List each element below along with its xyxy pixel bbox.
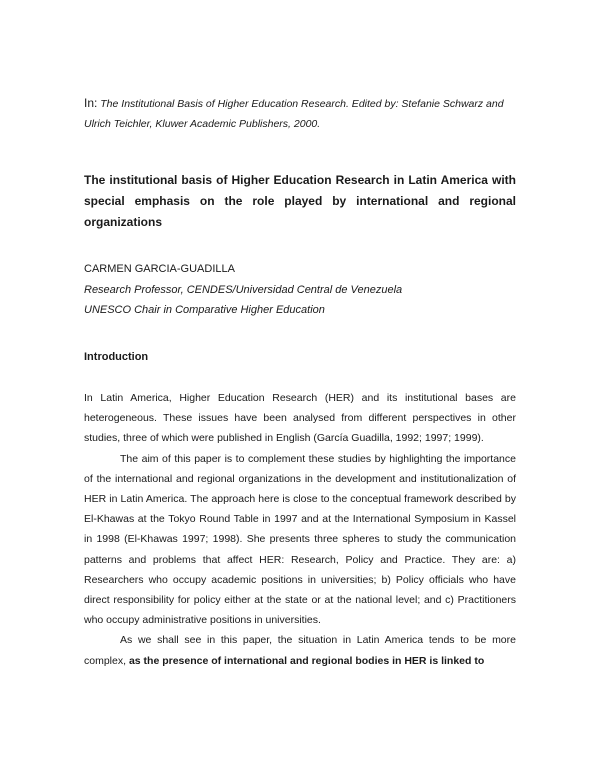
paper-title: The institutional basis of Higher Education Research in Latin America with special emphasis on the role played by international and regional organizations — [84, 173, 516, 229]
paragraph-2: The aim of this paper is to complement these studies by highlighting the importance of the international and regional organizations in the development and institutionalization of HER in Latin America. The approach here is close to the conceptual framework described by El-Khawas at the Tokyo Round Table in 1997 and at the International Symposium in Kassel in 1998 (El-Khawas 1997; 1998). She presents three spheres to study the communication patterns and problems that affect HER: Research, Policy and Practice. They are: a) Researchers who occupy academic positions in universities; b) Policy officials who have direct responsibility for policy either at the state or at the national level; and c) Practitioners who occupy administrative positions in universities. — [84, 452, 516, 627]
author-affiliation-1: Research Professor, CENDES/Universidad Central de Venezuela — [84, 283, 403, 296]
paragraph-3-bold: as the presence of international and regional bodies in HER is linked to — [128, 654, 485, 667]
author-name: CARMEN GARCIA-GUADILLA — [84, 263, 235, 275]
citation-text: The Institutional Basis of Higher Education Research. Edited by: Stefanie Schwarz and Ulrich Teichler, Kluwer Academic Publishers, 2000. — [84, 98, 504, 130]
author-block — [84, 259, 402, 321]
author-affiliation-2: UNESCO Chair in Comparative Higher Education — [84, 304, 325, 316]
citation-prefix: In: — [84, 96, 98, 110]
citation — [84, 93, 524, 134]
body-text — [84, 388, 516, 671]
section-heading: Introduction — [84, 351, 149, 363]
paragraph-3 — [84, 630, 516, 670]
paragraph-1: In Latin America, Higher Education Research (HER) and its institutional bases are heterogeneous. These issues have been analysed from different perspectives in other studies, three of which were published in English (García Guadilla, 1992; 1997; 1999). — [84, 392, 516, 445]
paragraph-3-plain: As we shall see in this paper, the situation in Latin America tends to be more complex, — [84, 634, 516, 667]
